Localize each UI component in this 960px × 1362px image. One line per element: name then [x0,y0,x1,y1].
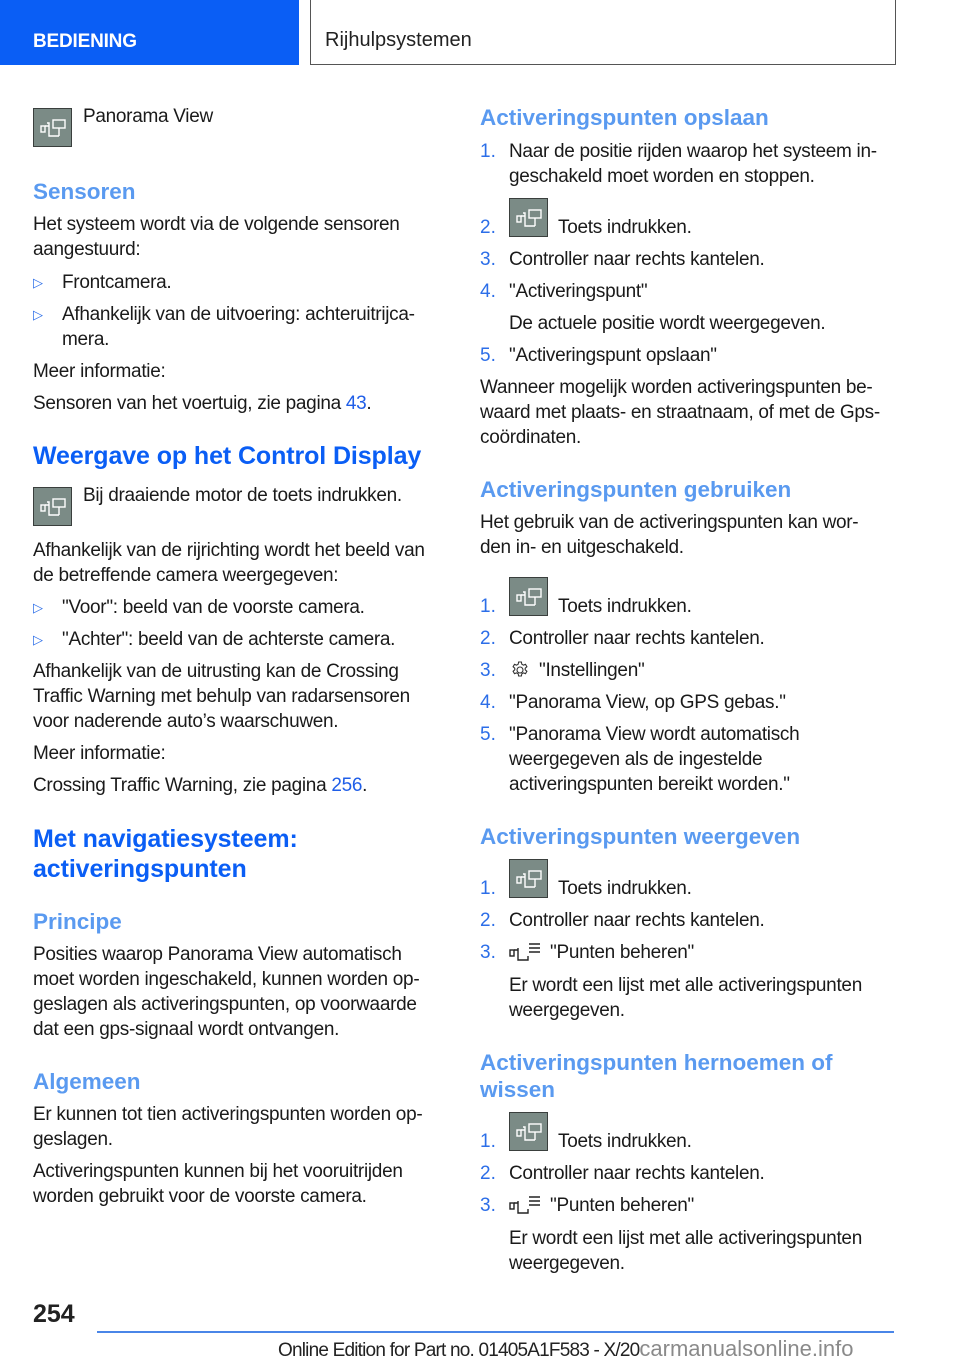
chapter-tab [310,0,896,65]
step-text: "Panorama View wordt automatisch [509,724,800,745]
principe-text-line: moet worden ingeschakeld, kunnen worden op- [33,969,420,990]
chapter-title: Rijhulpsystemen [325,29,472,51]
step-number: 1. [480,1131,496,1152]
step-note: Er wordt een lijst met alle activeringspunten [509,1228,862,1249]
sensoren-text-line: Het systeem wordt via de volgende sensoren [33,214,400,235]
step-text: "Activeringspunt opslaan" [509,345,717,366]
principe-text-line: dat een gps-signaal wordt ontvangen. [33,1019,340,1040]
step-text: geschakeld moet worden en stoppen. [509,166,815,187]
panorama-view-button-icon [33,487,72,526]
panorama-view-button-icon [509,198,548,237]
weergave-reference [33,773,367,798]
step-text: "Punten beheren" [550,1195,694,1216]
principe-text-line: geslagen als activeringspunten, op voorwaarde [33,994,417,1015]
footer-edition [278,1336,853,1362]
sensoren-text-line: aangestuurd: [33,239,141,260]
heading-principe: Principe [33,909,122,934]
weergave-icon-text: Bij draaiende motor de toets indrukken. [83,485,402,506]
bullet-triangle-icon: ▷ [33,275,43,290]
bullet-item: Afhankelijk van de uitvoering: achteruitrijca- [62,304,415,325]
step-number: 2. [480,910,496,931]
panorama-view-button-icon [33,108,72,147]
step-number: 3. [480,660,496,681]
reference-text: Crossing Traffic Warning, zie pagina [33,775,332,796]
weergave-text-line: Afhankelijk van de rijrichting wordt het beeld van [33,540,425,561]
step-number: 4. [480,281,496,302]
page-link-43[interactable]: 43 [345,393,367,414]
step-note: weergegeven. [509,1253,625,1274]
edition-text: Online Edition for Part no. 01405A1F583 - X/20 [278,1340,640,1361]
opslaan-text-line: waard met plaats- en straatnaam, of met de Gps- [480,402,880,423]
step-text: "Panorama View, op GPS gebas." [509,692,786,713]
step-text: Toets indrukken. [558,1131,692,1152]
bullet-triangle-icon: ▷ [33,307,43,322]
more-info-label: Meer informatie: [33,743,166,764]
opslaan-text-line: Wanneer mogelijk worden activeringspunten be- [480,377,873,398]
step-number: 4. [480,692,496,713]
watermark: carmanualsonline.info [639,1336,854,1361]
step-note: Er wordt een lijst met alle activeringspunten [509,975,862,996]
step-text: Controller naar rechts kantelen. [509,1163,765,1184]
weergave-text-line: de betreffende camera weergegeven: [33,565,339,586]
section-title: BEDIENING [33,31,137,52]
panorama-view-button-icon [509,1112,548,1151]
step-number: 2. [480,628,496,649]
camera-list-icon [509,942,543,962]
heading-opslaan: Activeringspunten opslaan [480,105,769,130]
more-info-label: Meer informatie: [33,361,166,382]
bullet-item: "Achter": beeld van de achterste camera. [62,629,396,650]
heading-weergave: Weergave op het Control Display [33,442,422,470]
page-link-256[interactable]: 256 [331,775,363,796]
principe-text-line: Posities waarop Panorama View automatisch [33,944,402,965]
step-note: weergegeven. [509,1000,625,1021]
step-note: De actuele positie wordt weergegeven. [509,313,826,334]
algemeen-text-line: worden gebruikt voor de voorste camera. [33,1186,367,1207]
step-text: Toets indrukken. [558,878,692,899]
panorama-view-button-icon [509,859,548,898]
heading-hernoemen: Activeringspunten hernoemen of [480,1050,833,1075]
step-number: 1. [480,596,496,617]
gebruiken-text-line: Het gebruik van de activeringspunten kan wor- [480,512,859,533]
bullet-triangle-icon: ▷ [33,632,43,647]
step-text: activeringspunten bereikt worden." [509,774,790,795]
gear-icon [510,660,530,680]
bullet-item: Frontcamera. [62,272,172,293]
step-text: "Punten beheren" [550,942,694,963]
step-number: 3. [480,1195,496,1216]
step-text: "Instellingen" [539,660,645,681]
gebruiken-text-line: den in- en uitgeschakeld. [480,537,684,558]
weergave-text2-line: Traffic Warning met behulp van radarsensoren [33,686,410,707]
heading-hernoemen-cont: wissen [480,1077,556,1102]
panorama-view-button-icon [509,577,548,616]
step-number: 3. [480,249,496,270]
footer-divider [97,1331,894,1333]
section-tab [0,0,299,65]
step-text: Toets indrukken. [558,596,692,617]
heading-gebruiken: Activeringspunten gebruiken [480,477,792,502]
heading-algemeen: Algemeen [33,1069,141,1094]
step-text: "Activeringspunt" [509,281,648,302]
step-text: Controller naar rechts kantelen. [509,628,765,649]
weergave-text2-line: voor naderende auto’s waarschuwen. [33,711,339,732]
bullet-item-cont: mera. [62,329,110,350]
step-text: weergegeven als de ingestelde [509,749,763,770]
step-number: 1. [480,141,496,162]
sensoren-reference [33,391,371,416]
bullet-triangle-icon: ▷ [33,600,43,615]
camera-list-icon [509,1195,543,1215]
reference-end: . [366,393,372,414]
page-number: 254 [33,1300,75,1328]
heading-navigatie-cont: activeringspunten [33,855,247,883]
step-number: 5. [480,724,496,745]
heading-sensoren: Sensoren [33,179,136,204]
heading-navigatie: Met navigatiesysteem: [33,825,298,853]
step-number: 3. [480,942,496,963]
step-number: 5. [480,345,496,366]
step-text: Controller naar rechts kantelen. [509,249,765,270]
heading-weergeven: Activeringspunten weergeven [480,824,801,849]
step-number: 2. [480,1163,496,1184]
step-number: 2. [480,217,496,238]
step-text: Controller naar rechts kantelen. [509,910,765,931]
step-text: Toets indrukken. [558,217,692,238]
step-number: 1. [480,878,496,899]
algemeen-text-line: Activeringspunten kunnen bij het vooruitrijden [33,1161,403,1182]
algemeen-text-line: Er kunnen tot tien activeringspunten worden op- [33,1104,423,1125]
panorama-view-label: Panorama View [83,106,213,127]
reference-end: . [362,775,368,796]
step-text: Naar de positie rijden waarop het systeem in- [509,141,877,162]
bullet-item: "Voor": beeld van de voorste camera. [62,597,365,618]
opslaan-text-line: coördinaten. [480,427,581,448]
weergave-text2-line: Afhankelijk van de uitrusting kan de Crossing [33,661,399,682]
reference-text: Sensoren van het voertuig, zie pagina [33,393,346,414]
algemeen-text-line: geslagen. [33,1129,113,1150]
